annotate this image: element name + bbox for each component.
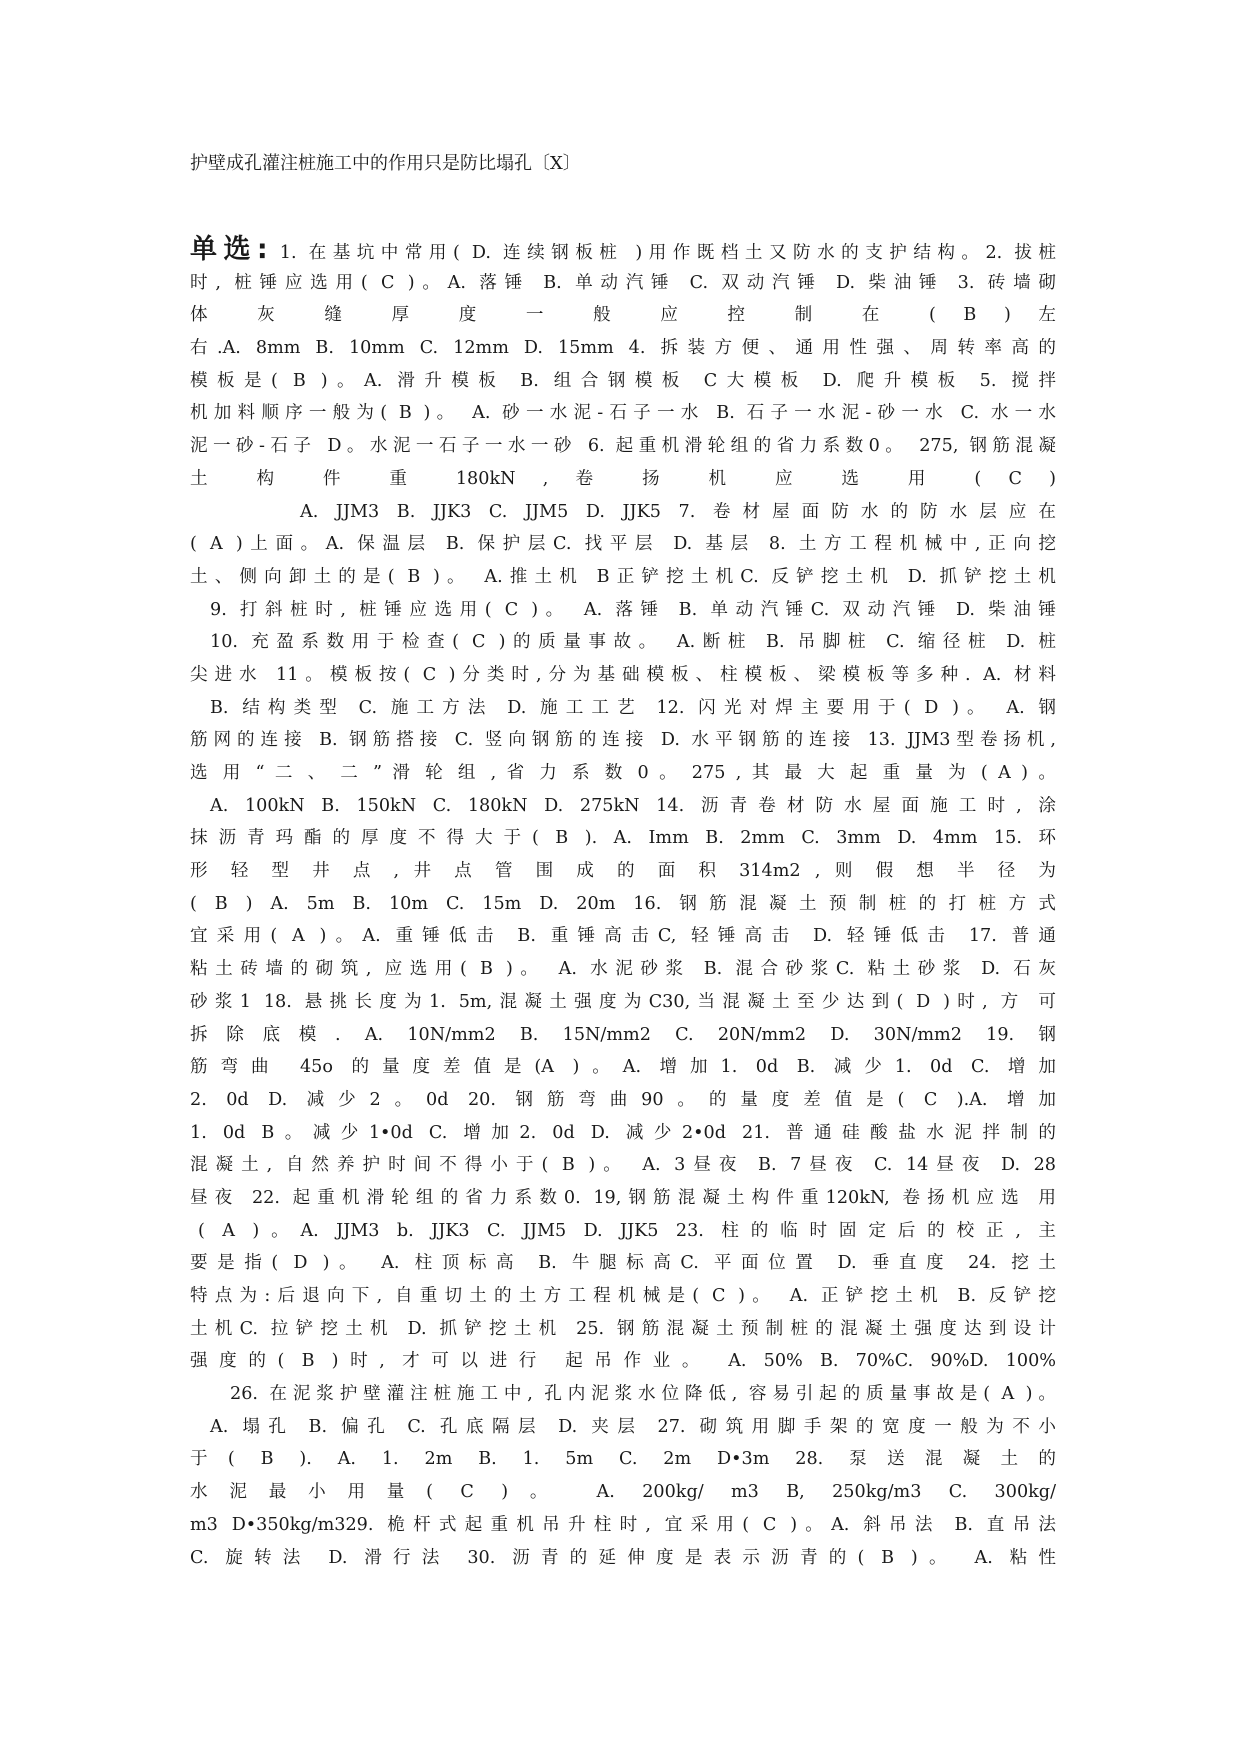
question-line: 特点为:后退向下, 自重切土的土方工程机械是( C )。 A. 正铲挖土机 B. 反铲挖	[190, 1286, 1056, 1306]
question-line: 宜采用( A )。A. 重锤低击 B. 重锤高击C, 轻锤高击 D. 轻锤低击 17. 普通	[190, 926, 1056, 947]
question-line: 混凝土, 自然养护时间不得小于( B )。 A. 3昼夜 B. 7昼夜 C. 14昼夜 D. 28	[190, 1155, 1056, 1176]
question-line: 拆除底模. A. 10N/mm2 B. 15N/mm2 C. 20N/mm2 D. 30N/mm2 19. 钢	[190, 1024, 1056, 1045]
question-line: A. 塌孔 B. 偏孔 C. 孔底隔层 D. 夹层 27. 砌筑用脚手架的宽度一般为不小	[210, 1416, 1056, 1437]
question-line: 粘土砖墙的砌筑, 应选用( B )。 A. 水泥砂浆 B. 混合砂浆C. 粘土砂浆 D. 石灰	[190, 959, 1056, 980]
question-line: 土 构 件 重 180kN , 卷 扬 机 应 选 用 ( C )	[190, 468, 1056, 489]
question-line: B. 结构类型 C. 施工方法 D. 施工工艺 12. 闪光对焊主要用于( D )。 A. 钢	[210, 697, 1056, 718]
question-line: 单选: 1. 在基坑中常用( D. 连续钢板桩 )用作既档土又防水的支护结构。2. 拔桩	[190, 234, 1056, 265]
question-line: 时, 桩锤应选用( C )。A. 落锤 B. 单动汽锤 C. 双动汽锤 D. 柴油锤 3. 砖墙砌	[190, 272, 1056, 293]
question-line: 模板是( B )。A. 滑升模板 B. 组合钢模板 C大模板 D. 爬升模板 5. 搅拌	[190, 370, 1056, 391]
question-line: A. 100kN B. 150kN C. 180kN D. 275kN 14. 沥青卷材防水屋面施工时, 涂	[210, 795, 1056, 816]
question-line: A. JJM3 B. JJK3 C. JJM5 D. JJK5 7. 卷材屋面防水的防水层应在	[300, 501, 1056, 522]
question-line: 强度的( B )时, 才可以进行 起吊作业。 A. 50% B. 70%C. 90%D. 100%	[190, 1351, 1056, 1372]
question-line: ( B ) A. 5m B. 10m C. 15m D. 20m 16. 钢筋混凝土预制桩的打桩方式	[190, 893, 1056, 914]
question-line: ( A )。A. JJM3 b. JJK3 C. JJM5 D. JJK5 23. 柱的临时固定后的校正, 主	[198, 1220, 1056, 1241]
question-line: 土、侧向卸土的是( B )。 A.推土机 B正铲挖土机C. 反铲挖土机 D. 抓铲挖土机	[190, 566, 1056, 587]
question-line: 26. 在泥浆护壁灌注桩施工中, 孔内泥浆水位降低, 容易引起的质量事故是( A )。	[230, 1384, 1056, 1405]
question-line: 于( B ). A. 1. 2m B. 1. 5m C. 2m D•3m 28. 泵送混凝土的	[190, 1449, 1056, 1470]
question-line: 尖进水 11。模板按( C )分类时,分为基础模板、柱模板、梁模板等多种. A. 材料	[190, 664, 1056, 685]
question-line: 水泥最小用量( C )。 A. 200kg/ m3 B, 250kg/m3 C. 300kg/	[190, 1482, 1056, 1503]
question-line: 机加料顺序一般为( B )。 A. 砂一水泥-石子一水 B. 石子一水泥-砂一水 C. 水一水	[190, 403, 1056, 424]
section-label: 单选:	[190, 234, 268, 265]
question-line: 筋网的连接 B. 钢筋搭接 C. 竖向钢筋的连接 D. 水平钢筋的连接 13. JJM3型卷扬机,	[190, 730, 1056, 751]
question-line: 2. 0d D. 减少2。0d 20. 钢筋弯曲90。的量度差值是( C ).A. 增加	[190, 1089, 1056, 1110]
question-line: 右.A. 8mm B. 10mm C. 12mm D. 15mm 4. 拆装方便、通用性强、周转率高的	[190, 338, 1056, 359]
question-block	[190, 234, 1056, 1574]
question-line: 形 轻 型 井 点 , 井 点 管 围 成 的 面 积 314m2 , 则 假 想 半 径 为	[190, 861, 1056, 882]
question-line: ( A )上面。A. 保温层 B. 保护层C. 找平层 D. 基层 8. 土方工程机械中,正向挖	[190, 534, 1056, 555]
question-line: 筋弯曲 45o 的量度差值是(A )。A. 增加1. 0d B. 减少1. 0d C. 增加	[190, 1057, 1056, 1078]
statement-line: 护壁成孔灌注桩施工中的作用只是防比塌孔〔X〕	[190, 153, 581, 174]
question-line: 10. 充盈系数用于检查( C )的质量事故。 A.断桩 B. 吊脚桩 C. 缩径桩 D. 桩	[210, 632, 1056, 653]
question-line: 砂浆1 18. 悬挑长度为1. 5m,混凝土强度为C30,当混凝土至少达到( D )时, 方 可	[190, 991, 1056, 1012]
question-line: 1. 0d B。减少1•0d C. 增加2. 0d D. 减少2•0d 21. 普通硅酸盐水泥拌制的	[190, 1122, 1056, 1143]
question-line: 泥一砂-石子 D。水泥一石子一水一砂 6. 起重机滑轮组的省力系数0。 275, 钢筋混凝	[190, 436, 1056, 457]
question-line: 选 用 “ 二 、 二 ” 滑 轮 组 , 省 力 系 数 0 。 275 , 其 最 大 起 重 量 为 ( A ) 。	[190, 763, 1056, 783]
question-line: 要是指( D )。 A. 柱顶标高 B. 牛腿标高C. 平面位置 D. 垂直度 24. 挖土	[190, 1253, 1056, 1274]
question-line: C. 旋转法 D. 滑行法 30. 沥青的延伸度是表示沥青的( B )。 A. 粘性	[190, 1547, 1056, 1568]
question-line: 土机C. 拉铲挖土机 D. 抓铲挖土机 25. 钢筋混凝土预制桩的混凝土强度达到设计	[190, 1318, 1056, 1339]
question-line: 9. 打斜桩时, 桩锤应选用( C )。 A. 落锤 B. 单动汽锤C. 双动汽锤 D. 柴油锤	[210, 599, 1056, 620]
question-line: 抹沥青玛酯的厚度不得大于( B ). A. Imm B. 2mm C. 3mm D. 4mm 15. 环	[190, 828, 1056, 849]
question-line: 昼夜 22. 起重机滑轮组的省力系数0. 19,钢筋混凝土构件重120kN, 卷扬机应选 用	[190, 1187, 1056, 1208]
question-line: 体 灰 缝 厚 度 一 般 应 控 制 在 ( B ) 左	[190, 305, 1056, 326]
question-line: m3 D•350kg/m329. 桅杆式起重机吊升柱时, 宜采用( C )。A. 斜吊法 B. 直吊法	[190, 1514, 1056, 1535]
